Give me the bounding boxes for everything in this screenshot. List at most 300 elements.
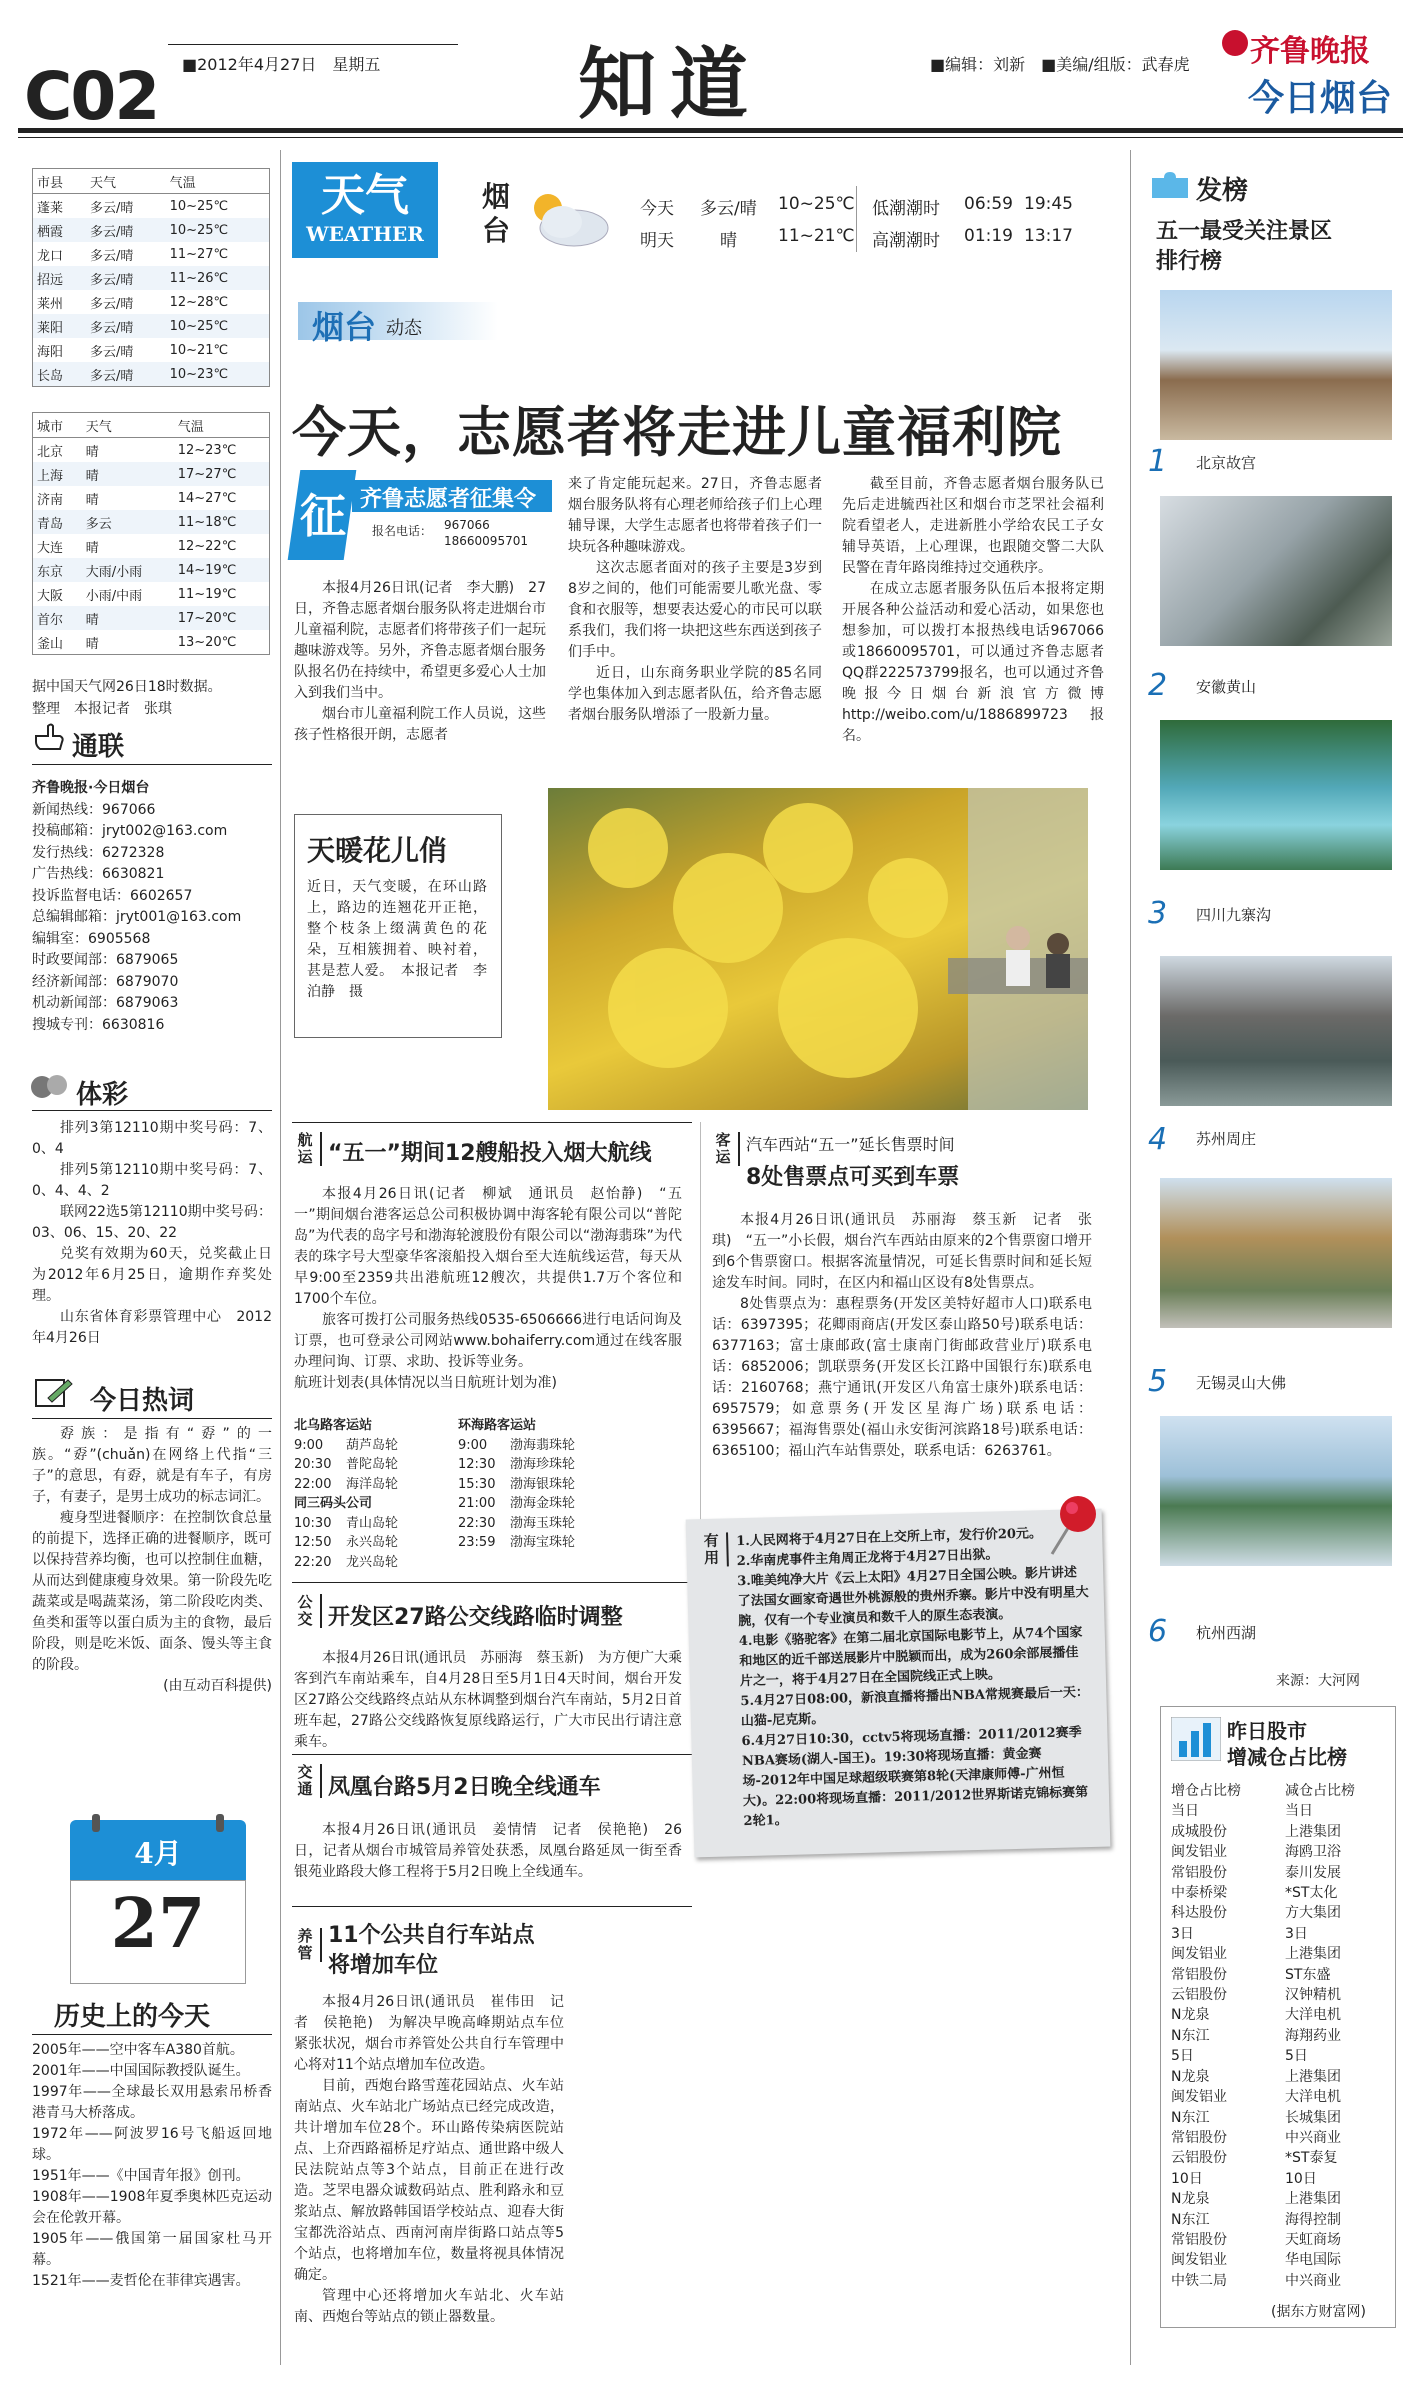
schedule-time: 20:30 xyxy=(294,1457,332,1472)
weather-cell: 莱州 xyxy=(37,296,64,312)
weather-cell: 10~25℃ xyxy=(166,218,270,242)
schedule-row xyxy=(458,1436,658,1456)
schedule-time: 12:50 xyxy=(294,1535,332,1550)
hot-words-title: 今日热词 xyxy=(90,1386,195,1416)
schedule-ship: 渤海翡珠轮 xyxy=(510,1437,576,1453)
main-story-para: 本报4月26日讯(记者 李大鹏) 27日，齐鲁志愿者烟台服务队将走进烟台市儿童福利院，志愿者们将带孩子们一起玩趣味游戏等。另外，齐鲁志愿者烟台服务队报名仍在持续中，希望更多爱心人士加入到我们当中。 xyxy=(294,580,546,701)
push-pin-icon xyxy=(1046,1488,1106,1558)
weather-cell: 11~19℃ xyxy=(177,586,237,602)
hot-words-body xyxy=(32,1424,272,1697)
ranking-name: 安徽黄山 xyxy=(1196,678,1257,696)
history-event: 2005年——空中客车A380首航。 xyxy=(32,2042,244,2058)
weather-cell: 10~21℃ xyxy=(169,342,229,358)
decrease-item: 泰川发展 xyxy=(1285,1864,1341,1881)
history-event: 1521年——麦哲伦在菲律宾遇害。 xyxy=(32,2273,250,2289)
weather-row xyxy=(33,266,270,290)
history-event: 1905年——俄国第一届国家杜马开幕。 xyxy=(32,2231,272,2268)
contact-line: 广告热线：6630821 xyxy=(32,866,165,882)
weather-row xyxy=(33,242,270,266)
schedule-section: 环海路客运站 xyxy=(458,1418,537,1433)
schedule-section: 同三码头公司 xyxy=(294,1496,373,1511)
low-tide-label: 低潮潮时 xyxy=(872,199,940,219)
bike-story-tag: 养管 xyxy=(294,1928,322,1962)
weather-cell: 11~26℃ xyxy=(166,266,270,290)
increase-item: 云铝股份 xyxy=(1171,1987,1227,2004)
weather-cell: 蓬莱 xyxy=(37,200,64,216)
schedule-ship: 永兴岛轮 xyxy=(346,1535,399,1550)
weather-row xyxy=(33,194,270,219)
lottery-line: 排列5第12110期中奖号码：7、0、4、4、2 xyxy=(32,1162,272,1199)
bike-story-para: 目前，西炮台路雪莲花园站点、火车站南站点、火车站北广场站点已经完成改造，共计增加车位28个。环山路传染病医院站点、上夼西路福桥足疗站点、通世路中级人民法院站点等3个站点，目前正在进行改造。芝罘电器众诚数码站点、胜利路永和豆浆站点、解放路韩国语学校站点、迎春大街宝都洗浴站点、西南河南岸街路口站点等5个站点，也将增加车位，数量将视具体情况确定。 xyxy=(294,2078,564,2283)
useful-item: 6.4月27日10:30，cctv5将现场直播：2011/2012赛季NBA赛场(湖人-国王)。19:30将现场直播：黄金赛场-2012年中国足球超级联赛第8轮(天津康师傅-广州恒大)。22:00将现场直播：2011/2012世界斯诺克锦标赛第2轮1。 xyxy=(741,1725,1089,1830)
increase-item: 中铁二局 xyxy=(1171,2272,1227,2289)
ship-story-body xyxy=(294,1184,682,1394)
weather-cell: 11~18℃ xyxy=(174,510,270,534)
schedule-row xyxy=(294,1514,484,1534)
schedule-row xyxy=(458,1514,658,1534)
weather-cell: 莱阳 xyxy=(33,314,86,338)
decrease-item: 上港集团 xyxy=(1285,2191,1341,2208)
history-event: 1951年——《中国青年报》创刊。 xyxy=(32,2168,250,2184)
lottery-line: 山东省体育彩票管理中心 2012年4月26日 xyxy=(32,1309,272,1346)
bike-story-para: 本报4月26日讯(通讯员 崔伟田 记者 侯艳艳) 为解决早晚高峰期站点车位紧张状况，烟台市养管处公共自行车管理中心将对11个站点增加车位改造。 xyxy=(294,1994,564,2073)
weather-cell: 釜山 xyxy=(37,636,64,652)
useful-item: 5.4月27日08:00，新浪直播将播出NBA常规赛最后一天：山猫-尼克斯。 xyxy=(740,1685,1090,1730)
ranking-subtitle-1: 五一最受关注景区 xyxy=(1156,219,1333,244)
brand-logo-icon xyxy=(1222,30,1248,56)
ranking-name: 苏州周庄 xyxy=(1196,1130,1257,1148)
volunteer-logo-title: 齐鲁志愿者征集令 xyxy=(360,487,537,512)
schedule-ship: 海洋岛轮 xyxy=(346,1476,399,1492)
schedule-time: 22:20 xyxy=(294,1554,332,1570)
weather-logo-cn: 天气 xyxy=(321,170,409,221)
weather-cell: 多云/晴 xyxy=(89,248,134,264)
today-weather: 多云/晴 xyxy=(700,199,757,219)
volunteer-logo-phone-1: 967066 xyxy=(444,518,490,532)
ranking-number: 1 xyxy=(1148,444,1168,479)
ticket-story-headline: 8处售票点可买到车票 xyxy=(746,1165,960,1190)
decrease-item: 方大集团 xyxy=(1285,1905,1341,1922)
decrease-item: 上港集团 xyxy=(1285,1823,1341,1840)
weather-cell: 小雨/中雨 xyxy=(85,588,143,604)
schedule-row xyxy=(458,1533,658,1553)
ranking-photo-5 xyxy=(1160,1178,1392,1328)
ranking-number: 6 xyxy=(1148,1614,1168,1649)
weather-cell: 17~20℃ xyxy=(174,606,270,630)
history-event: 2001年——中国国际教授队诞生。 xyxy=(32,2063,250,2079)
weather-row xyxy=(33,558,270,582)
increase-header: 当日 xyxy=(1171,1803,1199,1820)
col-header: 天气 xyxy=(86,169,166,194)
weather-cell: 11~27℃ xyxy=(169,246,229,262)
increase-item: 闽发铝业 xyxy=(1171,2089,1227,2106)
weather-cell: 晴 xyxy=(82,462,174,486)
weather-cell: 多云/晴 xyxy=(89,200,134,216)
weather-logo-en: WEATHER xyxy=(306,222,424,246)
decrease-item: 10日 xyxy=(1285,2170,1317,2187)
main-story-para: 截至目前，齐鲁志愿者烟台服务队已先后走进毓西社区和烟台市芝罘社会福利院看望老人，走进新胜小学给农民工子女辅导英语，上心理课，也跟随交警二大队民警在青年路岗维持过交通秩序。 xyxy=(842,476,1104,576)
ranking-number: 5 xyxy=(1148,1364,1168,1399)
useful-item: 1.人民网将于4月27日在上交所上市，发行价20元。 xyxy=(736,1526,1043,1550)
decrease-item: 上港集团 xyxy=(1285,2068,1341,2085)
weather-row xyxy=(33,462,270,486)
weather-row xyxy=(33,338,270,362)
contact-line: 机动新闻部：6879063 xyxy=(32,995,179,1011)
ranking-number: 2 xyxy=(1148,668,1168,703)
increase-header: 增仓占比榜 xyxy=(1171,1783,1241,1799)
pointing-hand-icon xyxy=(30,722,66,752)
lottery-line: 排列3第12110期中奖号码：7、0、4 xyxy=(32,1120,272,1157)
calendar-icon xyxy=(70,1820,246,1984)
tomorrow-label: 明天 xyxy=(640,231,674,251)
decrease-item: *ST泰复 xyxy=(1285,2150,1338,2167)
main-story-para: 来了肯定能玩起来。27日，齐鲁志愿者烟台服务队将有心理老师给孩子们上心理辅导课，大学生志愿者也将带着孩子们一块玩各种趣味游戏。 xyxy=(568,476,822,555)
weather-logo xyxy=(292,162,438,258)
decrease-item: 海鸥卫浴 xyxy=(1285,1844,1341,1861)
history-event: 1908年——1908年夏季奥林匹克运动会在伦敦开幕。 xyxy=(32,2189,272,2226)
contact-title: 通联 xyxy=(72,732,125,762)
weather-row xyxy=(33,630,270,655)
editors-credit: ■编辑：刘新 ■美编/组版：武春虎 xyxy=(930,55,1190,74)
main-story-col3 xyxy=(842,474,1104,747)
main-story-col2 xyxy=(568,474,822,726)
ticket-story-body xyxy=(712,1210,1092,1462)
main-story-para: 在成立志愿者服务队伍后本报将定期开展各种公益活动和爱心活动，如果您也想参加，可以拨打本报热线电话967066或18660095701，可以通过齐鲁志愿者QQ群222573799报名，也可以通过齐鲁晚报今日烟台新浪官方微博http://weibo.com/u/1886899723报名。 xyxy=(842,581,1104,744)
weather-cell: 龙口 xyxy=(37,248,64,264)
contact-list xyxy=(32,778,282,1036)
weather-cell: 东京 xyxy=(33,558,82,582)
contact-line: 发行热线：6272328 xyxy=(32,844,165,861)
schedule-time: 22:30 xyxy=(458,1515,496,1531)
weather-cell: 10~25℃ xyxy=(166,314,270,338)
ship-story-para: 旅客可拨打公司服务热线0535-6506666进行电话问询及订票，也可登录公司网站www.bohaiferry.com通过在线客服办理问询、订票、求助、投诉等业务。 xyxy=(294,1312,682,1370)
main-story-col1 xyxy=(294,578,546,746)
photo-story-title: 天暖花儿俏 xyxy=(307,834,448,867)
ship-story-headline: “五一”期间12艘船投入烟大航线 xyxy=(328,1141,652,1166)
increase-item: 常铝股份 xyxy=(1171,2129,1227,2146)
weather-cell: 多云 xyxy=(82,510,174,534)
page-number: C02 xyxy=(24,58,159,135)
weather-cell: 招远 xyxy=(33,266,86,290)
schedule-row xyxy=(294,1533,484,1553)
partly-cloudy-icon xyxy=(516,182,616,252)
schedule-row xyxy=(294,1455,484,1475)
increase-item: 成城股份 xyxy=(1171,1823,1227,1840)
weather-compiler: 整理 本报记者 张琪 xyxy=(32,701,172,717)
increase-item: 常铝股份 xyxy=(1171,2231,1227,2248)
decrease-item: 汉钟精机 xyxy=(1285,1987,1341,2004)
decrease-item: ST东盛 xyxy=(1285,1966,1331,1983)
schedule-ship: 龙兴岛轮 xyxy=(346,1554,399,1570)
weather-row xyxy=(33,290,270,314)
decrease-item: 3日 xyxy=(1285,1925,1308,1942)
weather-cell: 晴 xyxy=(85,636,99,652)
ranking-number: 3 xyxy=(1148,896,1168,931)
schedule-time: 9:00 xyxy=(458,1437,488,1453)
weather-cell: 长岛 xyxy=(33,362,86,387)
ticket-story-para: 8处售票点为：惠程票务(开发区美特好超市人口)联系电话：6397395；花卿雨商店(开发区泰山路50号)联系电话：6377163；富士康邮政(富士康南门街邮政营业厅)联系电话：6852006；凯联票务(开发区长江路中国银行东)联系电话：2160768；燕宁通讯(开发区八角富士康外)联系电话：6957579；如意票务(开发区星海广场)联系电话：6395667；福海售票处(福山永安街河滨路18号)联系电话：6365100；福山汽车站售票处，联系电话：6263761。 xyxy=(712,1296,1092,1459)
volunteer-logo-phone-2: 18660095701 xyxy=(444,534,528,548)
schedule-section: 北乌路客运站 xyxy=(294,1418,373,1433)
weather-cell: 12~23℃ xyxy=(177,442,237,458)
page-header xyxy=(0,0,1417,140)
forsythia-photo xyxy=(548,788,1088,1110)
today-label: 今天 xyxy=(640,199,674,219)
weather-cell: 多云/晴 xyxy=(86,314,166,338)
decrease-list xyxy=(1285,1781,1389,2291)
issue-date: ■2012年4月27日 星期五 xyxy=(182,55,381,74)
weather-cell: 北京 xyxy=(37,444,64,460)
col-header: 气温 xyxy=(166,169,270,194)
schedule-time: 23:59 xyxy=(458,1535,496,1550)
weather-cell: 13~20℃ xyxy=(177,634,237,650)
low-tide-time-2: 19:45 xyxy=(1024,194,1073,214)
weather-cell: 12~28℃ xyxy=(169,294,229,310)
col-header: 气温 xyxy=(174,413,270,438)
schedule-time: 22:00 xyxy=(294,1476,332,1492)
contact-line: 时政要闻部：6879065 xyxy=(32,952,179,968)
ship-story-para: 本报4月26日讯(记者 柳斌 通讯员 赵怡静) “五一”期间烟台港客运总公司积极协调中海客轮有限公司以“普陀岛”为代表的岛字号和渤海轮渡股份有限公司以“渤海翡珠”为代表的珠字号大型豪华客滚船投入烟台至大连航线运营，每天从早9:00至2359共出港航班12艘次，共提供1.7万个客位和1700个车位。 xyxy=(294,1186,682,1307)
weather-cell: 大连 xyxy=(37,540,64,556)
high-tide-time-2: 13:17 xyxy=(1024,226,1073,246)
weather-cell: 14~19℃ xyxy=(174,558,270,582)
ranking-subtitle-2: 排行榜 xyxy=(1156,249,1223,274)
bike-story-headline-2: 将增加车位 xyxy=(328,1953,439,1978)
volunteer-logo-phone-label: 报名电话： xyxy=(372,524,433,538)
weather-row xyxy=(33,362,270,387)
high-tide-time-1: 01:19 xyxy=(964,226,1013,246)
bike-story-headline-1: 11个公共自行车站点 xyxy=(328,1923,535,1948)
weather-city: 烟台 xyxy=(482,180,511,247)
increase-item: 闽发铝业 xyxy=(1171,1844,1227,1861)
increase-item: 5日 xyxy=(1171,2048,1194,2065)
tomorrow-temp: 11~21℃ xyxy=(778,226,855,246)
schedule-row xyxy=(294,1475,484,1495)
main-story-para: 近日，山东商务职业学院的85名同学也集体加入到志愿者队伍，给齐鲁志愿者烟台服务队增添了一股新力量。 xyxy=(568,665,822,723)
weather-cell: 14~27℃ xyxy=(177,490,237,506)
decrease-item: 天虹商场 xyxy=(1285,2231,1341,2248)
ranking-name: 北京故宫 xyxy=(1196,454,1257,472)
history-title: 历史上的今天 xyxy=(54,2002,211,2032)
stocks-title-2: 增减仓占比榜 xyxy=(1227,1745,1347,1769)
weather-row xyxy=(33,582,270,606)
schedule-time: 10:30 xyxy=(294,1515,332,1531)
contact-line: 总编辑邮箱：jryt001@163.com xyxy=(32,909,242,925)
today-temp: 10~25℃ xyxy=(778,194,855,214)
increase-item: 闽发铝业 xyxy=(1171,2252,1227,2269)
header-rule xyxy=(18,128,1403,133)
lottery-title: 体彩 xyxy=(76,1080,129,1110)
contact-line: 经济新闻部：6879070 xyxy=(32,973,179,990)
schedule-row xyxy=(458,1475,658,1495)
ranking-name: 无锡灵山大佛 xyxy=(1196,1374,1287,1392)
contact-line: 编辑室：6905568 xyxy=(32,930,151,947)
road-story-body: 本报4月26日讯(通讯员 姜情情 记者 侯艳艳) 26日，记者从烟台市城管局养管处获悉，凤凰台路延凤一街至香银苑业路段大修工程将于5月2日晚上全线通车。 xyxy=(294,1822,682,1880)
ranking-photo-6 xyxy=(1160,1416,1392,1566)
calendar-month: 4月 xyxy=(134,1837,182,1870)
schedule-time: 15:30 xyxy=(458,1476,496,1492)
ranking-photo-1 xyxy=(1160,290,1392,440)
note-icon xyxy=(34,1376,76,1410)
weather-cell: 晴 xyxy=(85,492,99,508)
decrease-header: 当日 xyxy=(1285,1803,1313,1820)
weather-cell: 栖霞 xyxy=(33,218,86,242)
schedule-ship: 葫芦岛轮 xyxy=(346,1437,399,1453)
schedule-ship: 渤海金珠轮 xyxy=(510,1496,576,1511)
useful-item: 2.华南虎事件主角周正龙将于4月27日出狱。 xyxy=(736,1547,999,1570)
weather-cell: 大雨/小雨 xyxy=(82,558,174,582)
ship-story-tag: 航运 xyxy=(294,1132,322,1166)
main-story-para: 烟台市儿童福利院工作人员说，这些孩子性格很开朗，志愿者 xyxy=(294,706,546,743)
increase-item: 3日 xyxy=(1171,1925,1194,1942)
weather-cell: 青岛 xyxy=(33,510,82,534)
volunteer-logo-char: 征 xyxy=(300,489,346,543)
lottery-line: 兑奖有效期为60天，兑奖截止日为2012年6月25日，逾期作弃奖处理。 xyxy=(32,1246,272,1304)
schedule-time: 21:00 xyxy=(458,1496,496,1511)
section-title: 知道 xyxy=(578,39,763,130)
ranking-photo-3 xyxy=(1160,720,1392,870)
photo-caption-box xyxy=(294,814,502,1038)
main-headline: 今天，志愿者将走进儿童福利院 xyxy=(292,401,1062,464)
decrease-item: *ST太化 xyxy=(1285,1885,1338,1902)
useful-item: 4.电影《骆驼客》在第二届北京国际电影节上，从74个国家和地区的近千部送展影片中脱颖而出，成为260余部展播佳片之一，将于4月27日在全国院线正式上映。 xyxy=(738,1625,1083,1690)
schedule-row xyxy=(458,1494,658,1514)
schedule-row xyxy=(294,1436,484,1456)
weather-cell: 首尔 xyxy=(33,606,82,630)
decrease-item: 中兴商业 xyxy=(1285,2272,1341,2289)
bar-chart-icon xyxy=(1171,1717,1221,1761)
kicker-label: 烟台 xyxy=(312,308,377,346)
increase-item: 10日 xyxy=(1171,2170,1203,2187)
increase-item: 常铝股份 xyxy=(1171,1966,1227,1983)
contact-line: 齐鲁晚报·今日烟台 xyxy=(32,780,150,796)
hot-word-entry: 瘦身型进餐顺序：在控制饮食总量的前提下，选择正确的进餐顺序，既可以保持营养均衡，也可以控制住血糖，从而达到健康瘦身效果。第一阶段先吃蔬菜或是喝蔬菜汤，第二阶段吃肉类、鱼类和蛋等以蛋白质为主的食物，最后阶段，则是吃米饭、面条、馒头等主食的阶段。 xyxy=(32,1510,272,1673)
hot-words-credit: (由互动百科提供) xyxy=(163,1678,272,1694)
bus-story-headline: 开发区27路公交线路临时调整 xyxy=(328,1605,623,1630)
increase-item: N东江 xyxy=(1171,2211,1210,2228)
col-header: 市县 xyxy=(33,169,86,194)
decrease-item: 海得控制 xyxy=(1285,2211,1341,2228)
schedule-ship: 渤海珍珠轮 xyxy=(510,1457,576,1472)
decrease-item: 大洋电机 xyxy=(1285,2089,1341,2106)
weather-cell: 10~25℃ xyxy=(169,198,229,214)
weather-cell: 晴 xyxy=(85,444,99,460)
weather-cell: 晴 xyxy=(82,606,174,630)
increase-item: 常铝股份 xyxy=(1171,1864,1227,1881)
contact-line: 新闻热线：967066 xyxy=(32,801,156,818)
road-story-headline: 凤凰台路5月2日晚全线通车 xyxy=(328,1775,601,1800)
history-event: 1972年——阿波罗16号飞船返回地球。 xyxy=(32,2126,272,2163)
col-header: 城市 xyxy=(33,413,82,438)
schedule-row xyxy=(294,1553,484,1573)
increase-item: N龙泉 xyxy=(1171,2007,1210,2024)
city-weather-table xyxy=(32,412,270,655)
history-list xyxy=(32,2040,272,2292)
increase-item: N东江 xyxy=(1171,2027,1210,2044)
weather-cell: 多云/晴 xyxy=(86,266,166,290)
weather-cell: 上海 xyxy=(33,462,82,486)
weather-cell: 多云/晴 xyxy=(89,344,134,360)
lottery-body xyxy=(32,1118,272,1349)
weather-cell: 海阳 xyxy=(37,344,64,360)
photo-story-caption: 近日，天气变暖，在环山路上，路边的连翘花开正艳，整个枝条上缀满黄色的花朵，互相簇拥着、映衬着，甚是惹人爱。 本报记者 李泊静 摄 xyxy=(307,879,487,1000)
weather-row xyxy=(33,534,270,558)
useful-note-card xyxy=(686,1509,1111,1858)
increase-item: N龙泉 xyxy=(1171,2191,1210,2208)
contact-line: 投诉监督电话：6602657 xyxy=(32,887,193,904)
contact-line: 投稿邮箱：jryt002@163.com xyxy=(32,823,228,839)
weather-cell: 济南 xyxy=(37,492,64,508)
weather-cell: 多云/晴 xyxy=(86,362,166,387)
lottery-line: 联网22选5第12110期中奖号码：03、06、15、20、22 xyxy=(32,1204,272,1241)
kicker-sub: 动态 xyxy=(386,318,422,339)
decrease-item: 长城集团 xyxy=(1285,2109,1341,2126)
ranking-photo-4 xyxy=(1160,956,1392,1106)
decrease-item: 5日 xyxy=(1285,2048,1308,2065)
increase-item: 云铝股份 xyxy=(1171,2150,1227,2167)
main-story-para: 这次志愿者面对的孩子主要是3岁到8岁之间的，他们可能需要儿歌光盘、零食和衣服等，想要表达爱心的市民可以联系我们，我们将一块把这些东西送到孩子们手中。 xyxy=(568,560,822,660)
weather-cell: 晴 xyxy=(85,540,99,556)
schedule-ship: 普陀岛轮 xyxy=(346,1457,399,1472)
decrease-item: 大洋电机 xyxy=(1285,2007,1341,2024)
weather-source: 据中国天气网26日18时数据。 xyxy=(32,679,222,695)
schedule-ship: 渤海宝珠轮 xyxy=(510,1535,576,1550)
weather-row xyxy=(33,510,270,534)
bus-story-tag: 公交 xyxy=(294,1594,322,1628)
weather-row xyxy=(33,218,270,242)
bus-story-body: 本报4月26日讯(通讯员 苏丽海 蔡玉新) 为方便广大乘客到汽车南站乘车，自4月28日至5月1日4天时间，烟台开发区27路公交线路终点站从东林调整到烟台汽车南站，5月2日首班车起，27路公交线路恢复原线路运行，广大市民出行请注意乘车。 xyxy=(294,1650,682,1750)
decrease-item: 华电国际 xyxy=(1285,2252,1341,2269)
ticket-story-tag: 客运 xyxy=(712,1132,740,1166)
bike-story-body xyxy=(294,1992,564,2328)
bike-story-para: 管理中心还将增加火车站北、火车站南、西炮台等站点的锁止器数量。 xyxy=(294,2288,564,2325)
weather-row xyxy=(33,438,270,463)
col-header: 天气 xyxy=(82,413,174,438)
ticket-story-subhead: 汽车西站“五一”延长售票时间 xyxy=(746,1135,955,1154)
decrease-item: 中兴商业 xyxy=(1285,2129,1341,2146)
tomorrow-weather: 晴 xyxy=(720,231,737,251)
decrease-header: 减仓占比榜 xyxy=(1285,1783,1355,1799)
weather-row xyxy=(33,486,270,510)
increase-list xyxy=(1171,1781,1275,2291)
hot-word-entry: 孬族：是指有“孬”的一族。“孬”(chuǎn)在网络上代指“三子”的意思，有孬，就是有车子，有房子，有妻子，是男士成功的标志词汇。 xyxy=(32,1426,272,1505)
ranking-title: 发榜 xyxy=(1196,176,1249,206)
stocks-source: (据东方财富网) xyxy=(1271,2304,1366,2320)
road-story-tag: 交通 xyxy=(294,1764,322,1798)
stocks-title-1: 昨日股市 xyxy=(1227,1719,1307,1743)
schedule-row xyxy=(458,1455,658,1475)
ranking-photo-2 xyxy=(1160,496,1392,646)
weather-cell: 17~27℃ xyxy=(174,462,270,486)
stocks-box xyxy=(1160,1706,1396,2328)
increase-item: N龙泉 xyxy=(1171,2068,1210,2085)
ranking-number: 4 xyxy=(1148,1122,1168,1157)
weather-cell: 12~22℃ xyxy=(177,538,237,554)
brand-name: 齐鲁晚报 xyxy=(1250,34,1370,69)
increase-item: 科达股份 xyxy=(1171,1905,1227,1922)
weather-row xyxy=(33,314,270,338)
decrease-item: 上港集团 xyxy=(1285,1946,1341,1963)
high-tide-label: 高潮潮时 xyxy=(872,231,940,251)
volunteer-logo xyxy=(294,466,556,570)
weather-cell: 多云/晴 xyxy=(86,218,166,242)
decrease-item: 海翔药业 xyxy=(1285,2027,1341,2044)
ticket-story-para: 本报4月26日讯(通讯员 苏丽海 蔡玉新 记者 张琪) “五一”小长假，烟台汽车西站由原来的2个售票窗口增开到6个售票窗口。根据客流量情况，可延长售票时间和延长短途发车时间。同时，在区内和福山区设有8处售票点。 xyxy=(712,1212,1092,1291)
contact-line: 搜城专刊：6630816 xyxy=(32,1016,165,1033)
increase-item: 闽发铝业 xyxy=(1171,1946,1227,1963)
weather-cell: 大阪 xyxy=(37,588,64,604)
schedule-ship: 渤海银珠轮 xyxy=(510,1476,576,1492)
